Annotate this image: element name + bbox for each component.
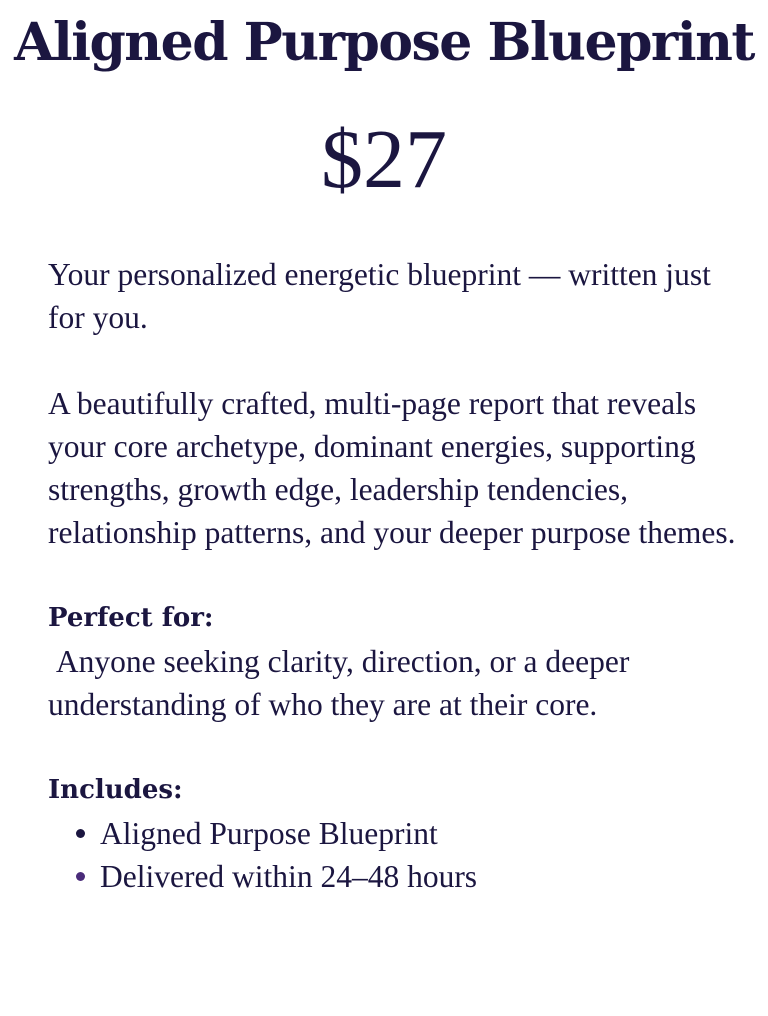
list-item-label: Aligned Purpose Blueprint bbox=[100, 816, 438, 851]
bullet-icon bbox=[76, 829, 85, 838]
product-price: $27 bbox=[321, 113, 447, 206]
includes-list bbox=[48, 812, 738, 898]
details-text: A beautifully crafted, multi-page report that reveals your core archetype, dominant energies, supporting strengths, growth edge, leadership tendencies, relationship patterns, and your deeper purpose themes. bbox=[48, 386, 736, 550]
intro-text: Your personalized energetic blueprint — written just for you. bbox=[48, 257, 711, 335]
perfect-for-text: Anyone seeking clarity, direction, or a deeper understanding of who they are at their core. bbox=[48, 644, 638, 722]
list-item-label: Delivered within 24–48 hours bbox=[100, 859, 478, 894]
list-item bbox=[100, 812, 738, 855]
paragraph-spacer bbox=[48, 554, 738, 597]
paragraph-spacer bbox=[48, 726, 738, 769]
perfect-for-heading: Perfect for: bbox=[48, 603, 214, 633]
product-description bbox=[48, 253, 738, 898]
bullet-icon bbox=[76, 872, 85, 881]
product-title: Aligned Purpose Blueprint bbox=[14, 12, 754, 73]
includes-heading: Includes: bbox=[48, 775, 183, 805]
paragraph-spacer bbox=[48, 339, 738, 382]
list-item bbox=[100, 855, 738, 898]
